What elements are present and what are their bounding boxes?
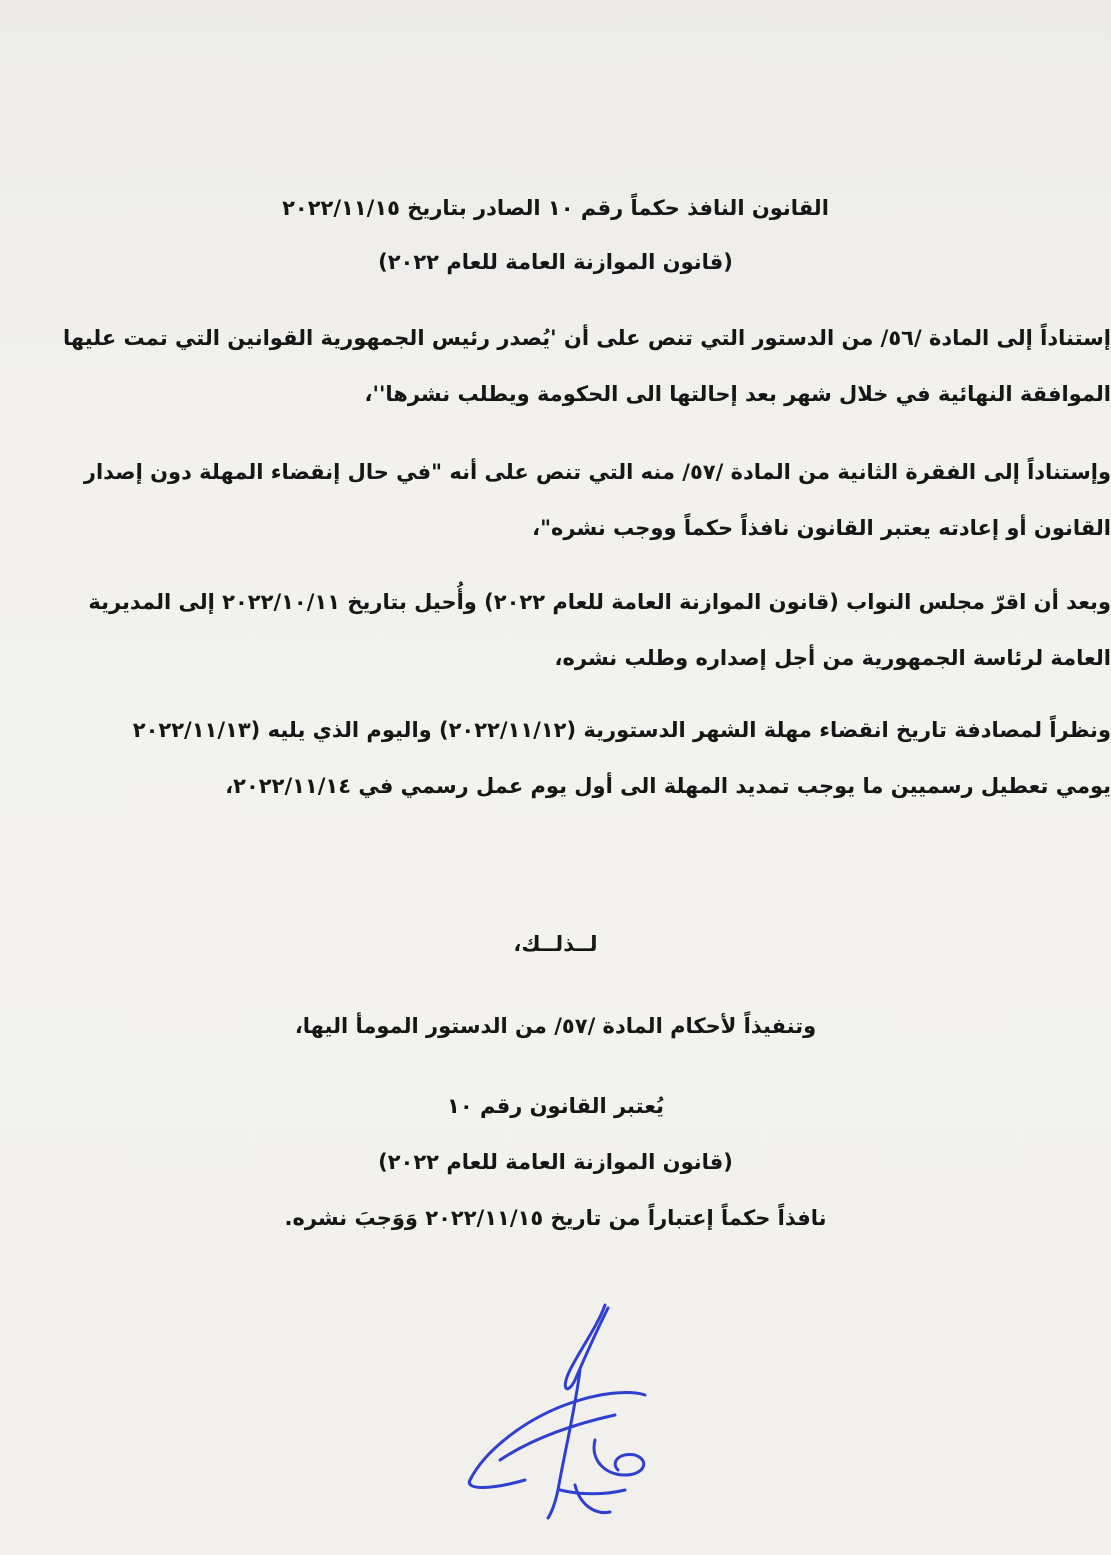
paragraph-line: العامة لرئاسة الجمهورية من أجل إصداره وطلب نشره، bbox=[554, 646, 1111, 670]
decision-line-law-number: يُعتبر القانون رقم ١٠ bbox=[447, 1094, 664, 1118]
therefore-heading: لــذلــك، bbox=[513, 932, 598, 956]
law-title: القانون النافذ حكماً رقم ١٠ الصادر بتاريخ ٢٠٢٢/١١/١٥ bbox=[282, 196, 829, 220]
paragraph-line: ونظراً لمصادفة تاريخ انقضاء مهلة الشهر الدستورية (٢٠٢٢/١١/١٢) واليوم الذي يليه (٢٠٢٢/١١/١٣ bbox=[132, 718, 1111, 742]
paragraph-line: القانون أو إعادته يعتبر القانون نافذاً حكماً ووجب نشره"، bbox=[532, 516, 1111, 540]
paragraph-line: وإستناداً إلى الفقرة الثانية من المادة /٥٧/ منه التي تنص على أنه "في حال إنقضاء المهلة دون إصدار bbox=[83, 460, 1111, 484]
implementation-clause: وتنفيذاً لأحكام المادة /٥٧/ من الدستور المومأ اليها، bbox=[294, 1014, 817, 1038]
paragraph-parliament-approval bbox=[0, 574, 1111, 686]
law-subtitle: (قانون الموازنة العامة للعام ٢٠٢٢) bbox=[378, 250, 733, 274]
handwritten-signature bbox=[430, 1290, 690, 1530]
paragraph-line: وبعد أن اقرّ مجلس النواب (قانون الموازنة العامة للعام ٢٠٢٢) وأُحيل بتاريخ ٢٠٢٢/١٠/١١ إلى المديرية bbox=[88, 590, 1111, 614]
paragraph-article-56 bbox=[0, 310, 1111, 422]
paragraph-line: الموافقة النهائية في خلال شهر بعد إحالتها الى الحكومة ويطلب نشرها''، bbox=[364, 382, 1111, 406]
paragraph-deadline-extension bbox=[0, 702, 1111, 814]
decision-line-effective-date: نافذاً حكماً إعتباراً من تاريخ ٢٠٢٢/١١/١٥ وَوَجبَ نشره. bbox=[284, 1206, 827, 1230]
paragraph-line: إستناداً إلى المادة /٥٦/ من الدستور التي تنص على أن 'يُصدر رئيس الجمهورية القوانين التي تمت عليها bbox=[62, 326, 1111, 350]
paragraph-article-57 bbox=[0, 444, 1111, 556]
paragraph-line: يومي تعطيل رسميين ما يوجب تمديد المهلة الى أول يوم عمل رسمي في ٢٠٢٢/١١/١٤، bbox=[225, 774, 1111, 798]
decision-line-law-name: (قانون الموازنة العامة للعام ٢٠٢٢) bbox=[378, 1150, 733, 1174]
